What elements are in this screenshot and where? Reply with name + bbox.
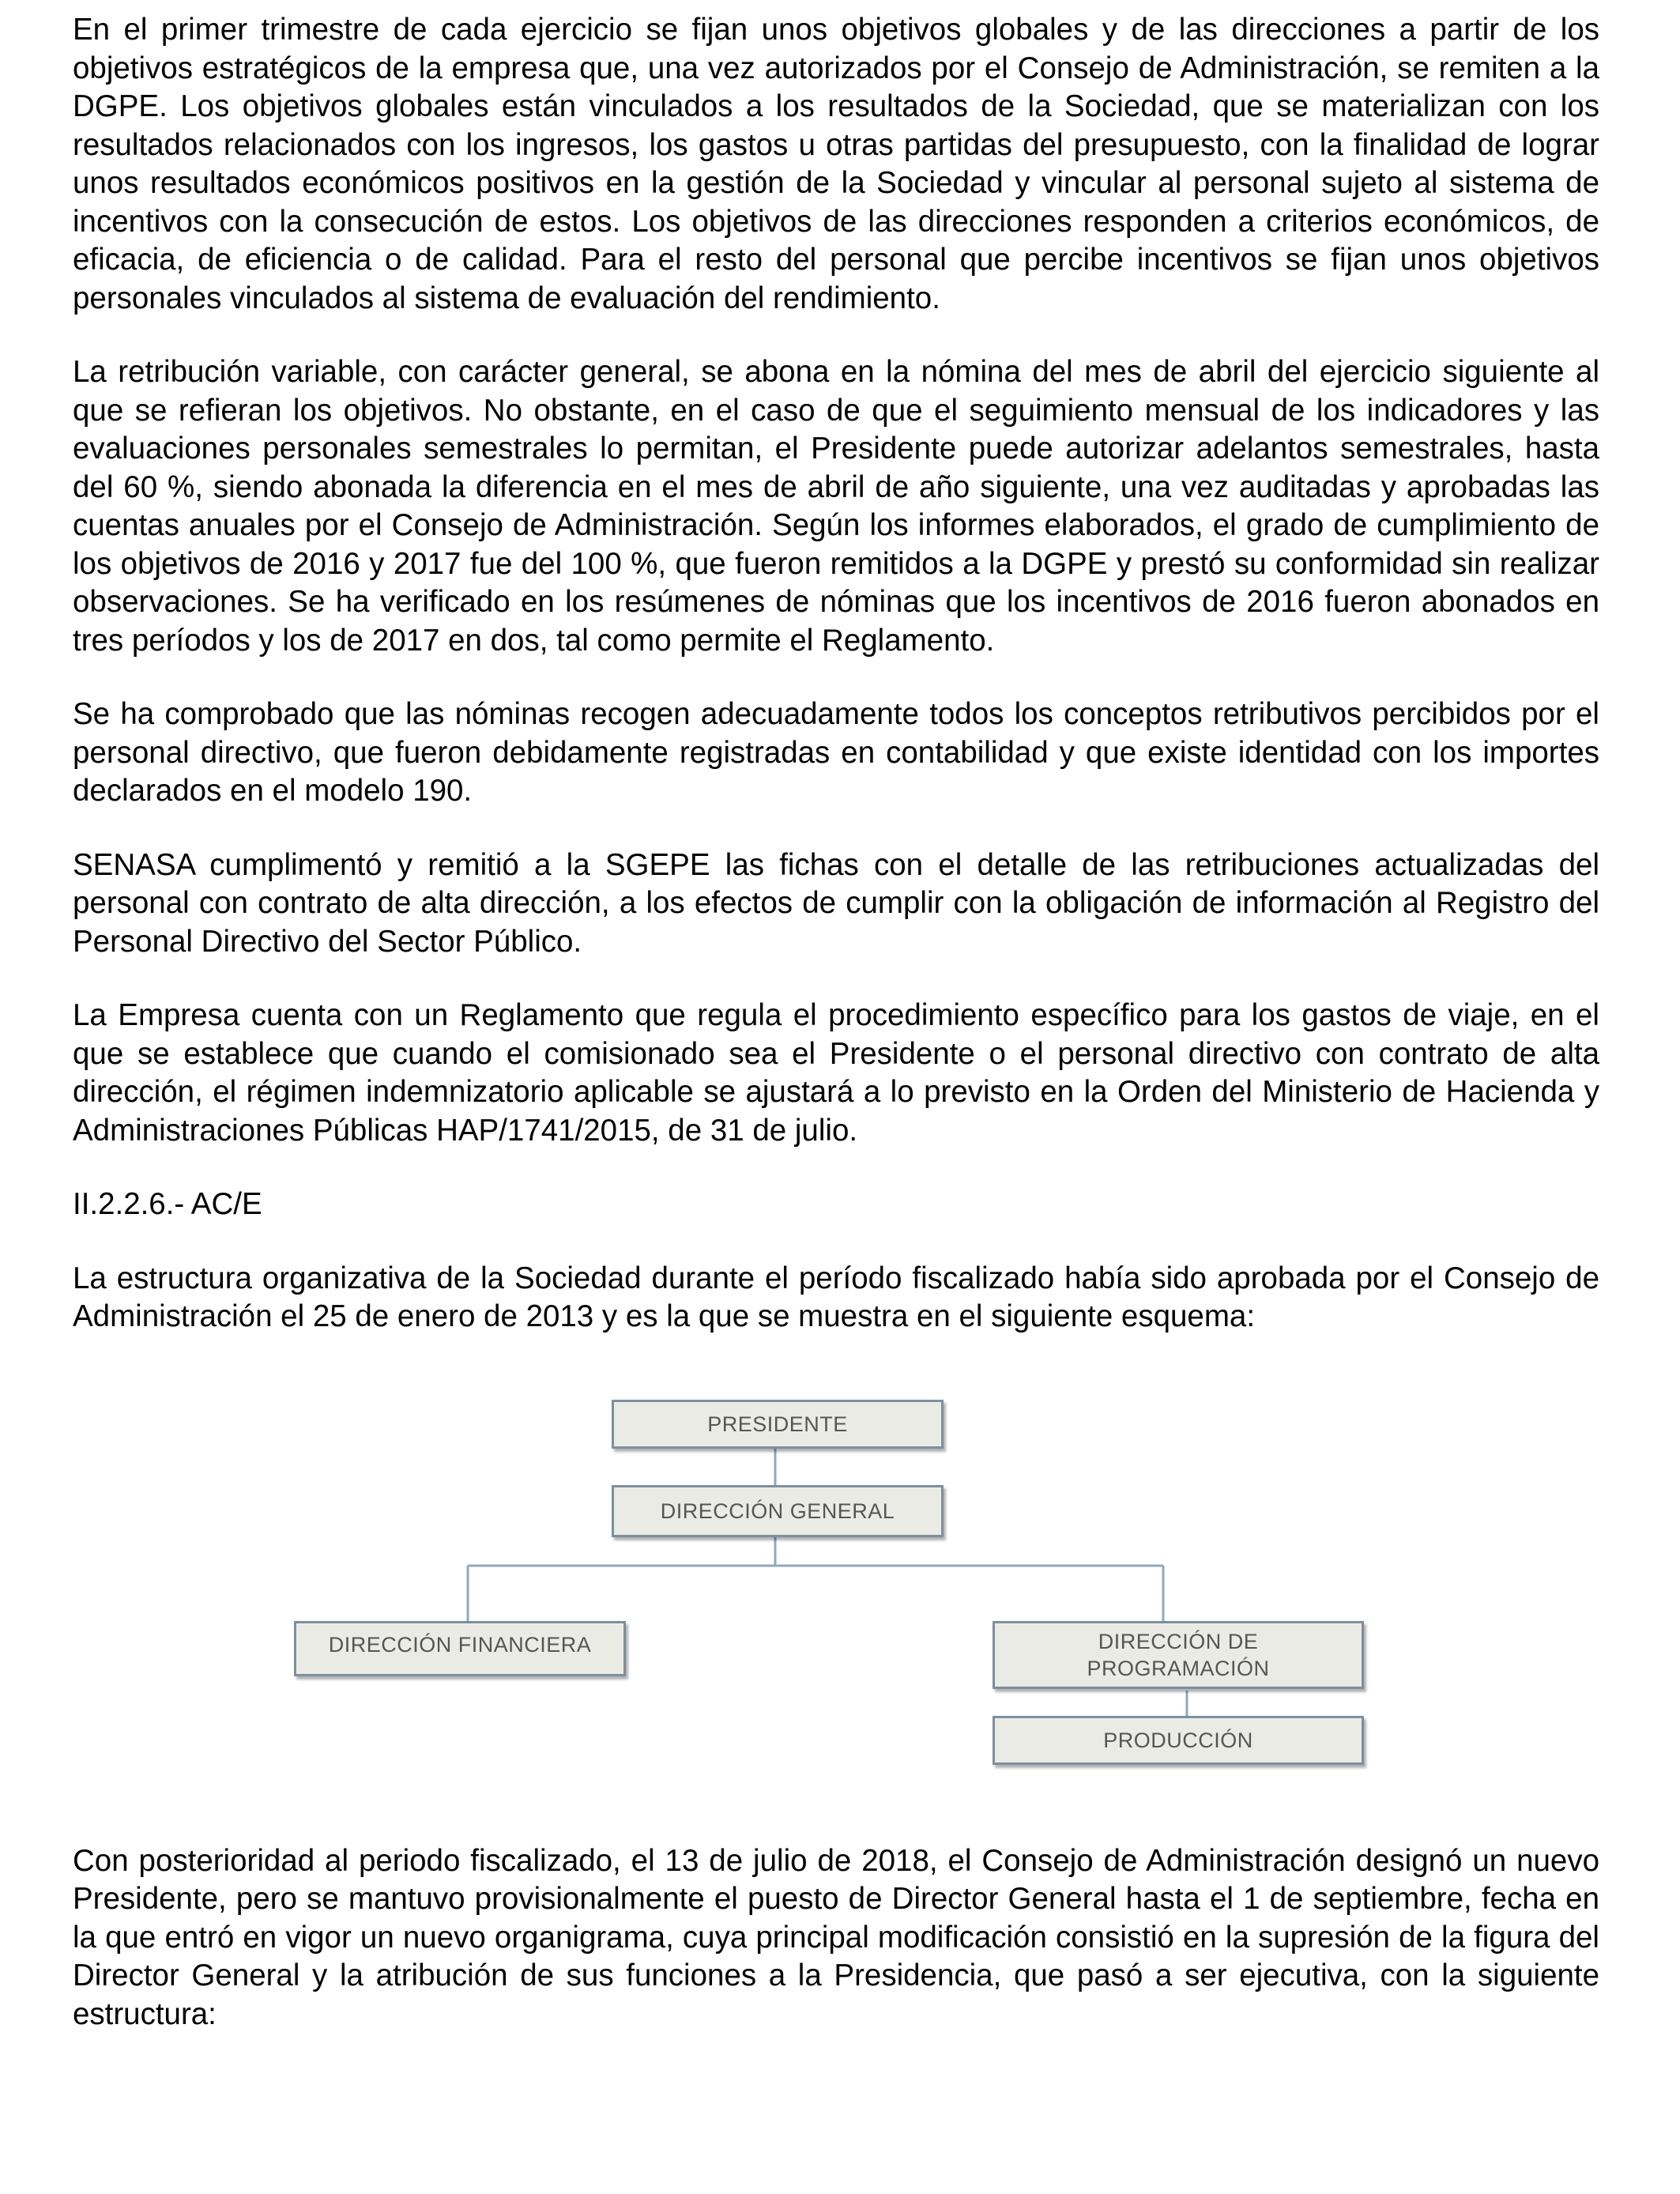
org-label-direccion-financiera: DIRECCIÓN FINANCIERA [328,1632,592,1657]
org-label-produccion: PRODUCCIÓN [1103,1728,1253,1752]
org-label-direccion-general: DIRECCIÓN GENERAL [660,1498,895,1523]
org-chart [73,1370,1599,1796]
org-box-direccion-general [612,1485,944,1537]
paragraph-senasa: SENASA cumplimentó y remitió a la SGEPE las fichas con el detalle de las retribuciones actualizadas del personal con contrato de alta dirección, a los efectos de cumplir con la obligación de información al Registro del Personal Directivo del Sector Público. [73,847,1599,959]
org-box-direccion-financiera [294,1621,626,1676]
paragraph-nominas: Se ha comprobado que las nóminas recogen adecuadamente todos los conceptos retributivos percibidos por el personal directivo, que fueron debidamente registradas en contabilidad y que existe identidad con los importes declarados en el modelo 190. [73,697,1599,808]
paragraph-objetivos: En el primer trimestre de cada ejercicio se fijan unos objetivos globales y de las direcciones a partir de los objetivos estratégicos de la empresa que, una vez autorizados por el Consejo de Administración, se remiten a la DGPE. Los objetivos globales están vinculados a los resultados de la Sociedad, que se materializan con los resultados relacionados con los ingresos, los gastos u otras partidas del presupuesto, con la finalidad de lograr unos resultados económicos positivos en la gestión de la Sociedad y vincular al personal sujeto al sistema de incentivos con la consecución de estos. Los objetivos de las direcciones responden a criterios económicos, de eficacia, de eficiencia o de calidad. Para el resto del personal que percibe incentivos se fijan unos objetivos personales vinculados al sistema de evaluación del rendimiento. [73,13,1599,315]
org-label-direccion-programacion: DIRECCIÓN DE PROGRAMACIÓN [1087,1629,1270,1680]
paragraph-posterioridad: Con posterioridad al periodo fiscalizado, el 13 de julio de 2018, el Consejo de Administración designó un nuevo Presidente, pero se mantuvo provisionalmente el puesto de Director General hasta el 1 de septiembre, fecha en la que entró en vigor un nuevo organigrama, cuya principal modificación consistió en la supresión de la figura del Director General y la atribución de sus funciones a la Presidencia, que pasó a ser ejecutiva, con la siguiente estructura: [73,1843,1599,2031]
paragraph-retribucion-variable: La retribución variable, con carácter general, se abona en la nómina del mes de abril del ejercicio siguiente al que se refieran los objetivos. No obstante, en el caso de que el seguimiento mensual de los indicadores y las evaluaciones personales semestrales lo permitan, el Presidente puede autorizar adelantos semestrales, hasta del 60 %, siendo abonada la diferencia en el mes de abril de año siguiente, una vez auditadas y aprobadas las cuentas anuales por el Consejo de Administración. Según los informes elaborados, el grado de cumplimiento de los objetivos de 2016 y 2017 fue del 100 %, que fueron remitidos a la DGPE y prestó su conformidad sin realizar observaciones. Se ha verificado en los resúmenes de nóminas que los incentivos de 2016 fueron abonados en tres períodos y los de 2017 en dos, tal como permite el Reglamento. [73,355,1599,658]
org-box-presidente [612,1400,944,1449]
section-heading: II.2.2.6.- AC/E [73,1187,262,1221]
org-box-produccion [993,1716,1364,1765]
paragraph-gastos-viaje: La Empresa cuenta con un Reglamento que regula el procedimiento específico para los gastos de viaje, en el que se establece que cuando el comisionado sea el Presidente o el personal directivo con contrato de alta dirección, el régimen indemnizatorio aplicable se ajustará a lo previsto en la Orden del Ministerio de Hacienda y Administraciones Públicas HAP/1741/2015, de 31 de julio. [73,998,1599,1148]
paragraph-estructura: La estructura organizativa de la Sociedad durante el período fiscalizado había sido aprobada por el Consejo de Administración el 25 de enero de 2013 y es la que se muestra en el siguiente esquema: [73,1261,1599,1333]
org-label-presidente: PRESIDENTE [707,1412,848,1436]
document-page [73,11,1599,2034]
org-box-direccion-programacion [993,1621,1364,1689]
